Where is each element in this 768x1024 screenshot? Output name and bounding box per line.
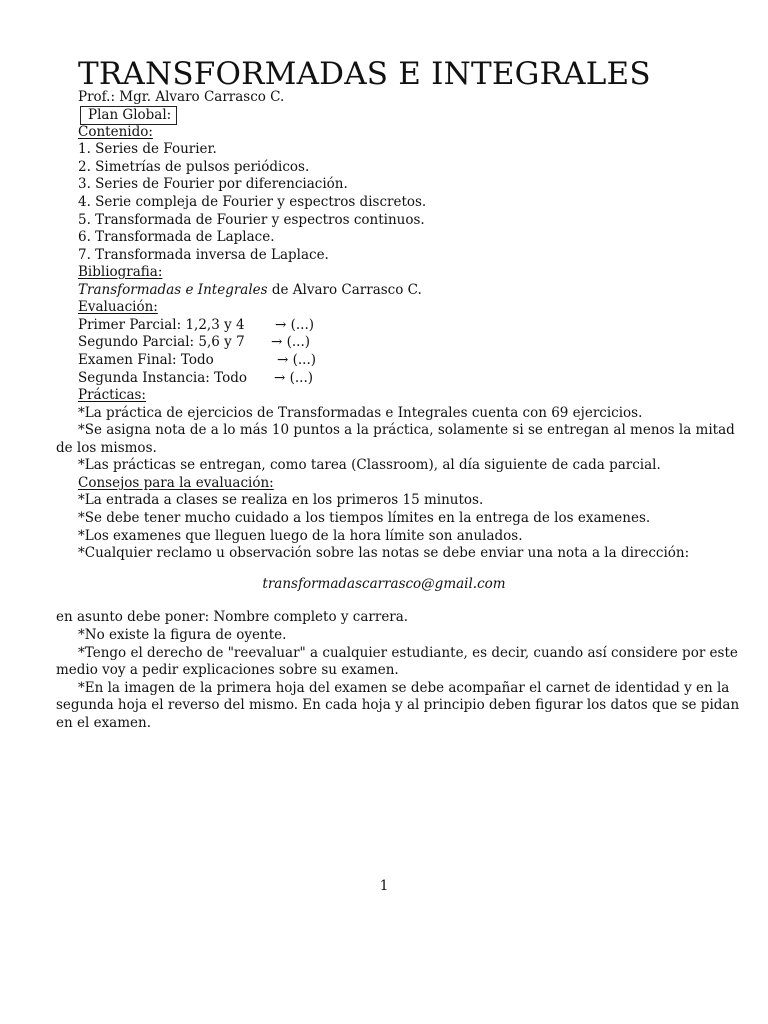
- contenido-item: 1. Series de Fourier.: [78, 141, 217, 157]
- practicas-item: *Se asigna nota de a lo más 10 puntos a la práctica, solamente si se entregan al menos la mitad: [78, 422, 735, 438]
- consejos-item: *Se debe tener mucho cuidado a los tiempos límites en la entrega de los examenes.: [78, 510, 651, 526]
- evaluacion-label: Segundo Parcial: 5,6 y 7: [78, 334, 245, 350]
- body-line: *Tengo el derecho de "reevaluar" a cualquier estudiante, es decir, cuando así considere por este: [78, 645, 738, 661]
- contenido-item: 2. Simetrías de pulsos periódicos.: [78, 159, 310, 175]
- contenido-item: 3. Series de Fourier por diferenciación.: [78, 176, 348, 192]
- practicas-heading: Prácticas:: [78, 387, 146, 403]
- practicas-item-cont: de los mismos.: [56, 440, 157, 456]
- contenido-heading: Contenido:: [78, 124, 153, 140]
- contenido-item: 6. Transformada de Laplace.: [78, 229, 275, 245]
- book-author: de Alvaro Carrasco C.: [267, 282, 422, 298]
- body-line: en el examen.: [56, 715, 152, 731]
- contenido-item: 5. Transformada de Fourier y espectros continuos.: [78, 212, 425, 228]
- body-line: *No existe la figura de oyente.: [78, 627, 287, 643]
- body-line: medio voy a pedir explicaciones sobre su examen.: [56, 662, 399, 678]
- evaluacion-label: Segunda Instancia: Todo: [78, 370, 247, 386]
- evaluacion-label: Primer Parcial: 1,2,3 y 4: [78, 317, 245, 333]
- bibliografia-line: [78, 282, 422, 300]
- evaluacion-heading: Evaluación:: [78, 299, 158, 315]
- consejos-item: *Los examenes que lleguen luego de la hora límite son anulados.: [78, 528, 523, 544]
- contact-email: transformadascarrasco@gmail.com: [262, 576, 506, 592]
- contenido-item: 7. Transformada inversa de Laplace.: [78, 247, 329, 263]
- consejos-item: *La entrada a clases se realiza en los primeros 15 minutos.: [78, 492, 484, 508]
- evaluacion-result: → (...): [277, 352, 317, 368]
- practicas-item: *La práctica de ejercicios de Transformadas e Integrales cuenta con 69 ejercicios.: [78, 405, 643, 421]
- bibliografia-heading: Bibliografia:: [78, 264, 163, 280]
- body-line: segunda hoja el reverso del mismo. En cada hoja y al principio deben figurar los datos que se pidan: [56, 697, 740, 713]
- evaluacion-result: → (...): [271, 334, 311, 350]
- evaluacion-result: → (...): [275, 317, 315, 333]
- evaluacion-label: Examen Final: Todo: [78, 352, 214, 368]
- body-line: *En la imagen de la primera hoja del examen se debe acompañar el carnet de identidad y en la: [78, 680, 730, 696]
- plan-global-box: Plan Global:: [80, 106, 177, 125]
- page-number: 1: [379, 878, 389, 894]
- evaluacion-result: → (...): [274, 370, 314, 386]
- consejos-item: *Cualquier reclamo u observación sobre las notas se debe enviar una nota a la dirección:: [78, 545, 690, 561]
- page-title: TRANSFORMADAS E INTEGRALES: [78, 56, 651, 92]
- contenido-item: 4. Serie compleja de Fourier y espectros discretos.: [78, 194, 427, 210]
- book-title: Transformadas e Integrales: [78, 282, 268, 298]
- body-line: en asunto debe poner: Nombre completo y carrera.: [56, 609, 409, 625]
- practicas-item: *Las prácticas se entregan, como tarea (Classroom), al día siguiente de cada parcial.: [78, 457, 661, 473]
- consejos-heading: Consejos para la evaluación:: [78, 475, 274, 491]
- professor-line: Prof.: Mgr. Alvaro Carrasco C.: [78, 89, 285, 105]
